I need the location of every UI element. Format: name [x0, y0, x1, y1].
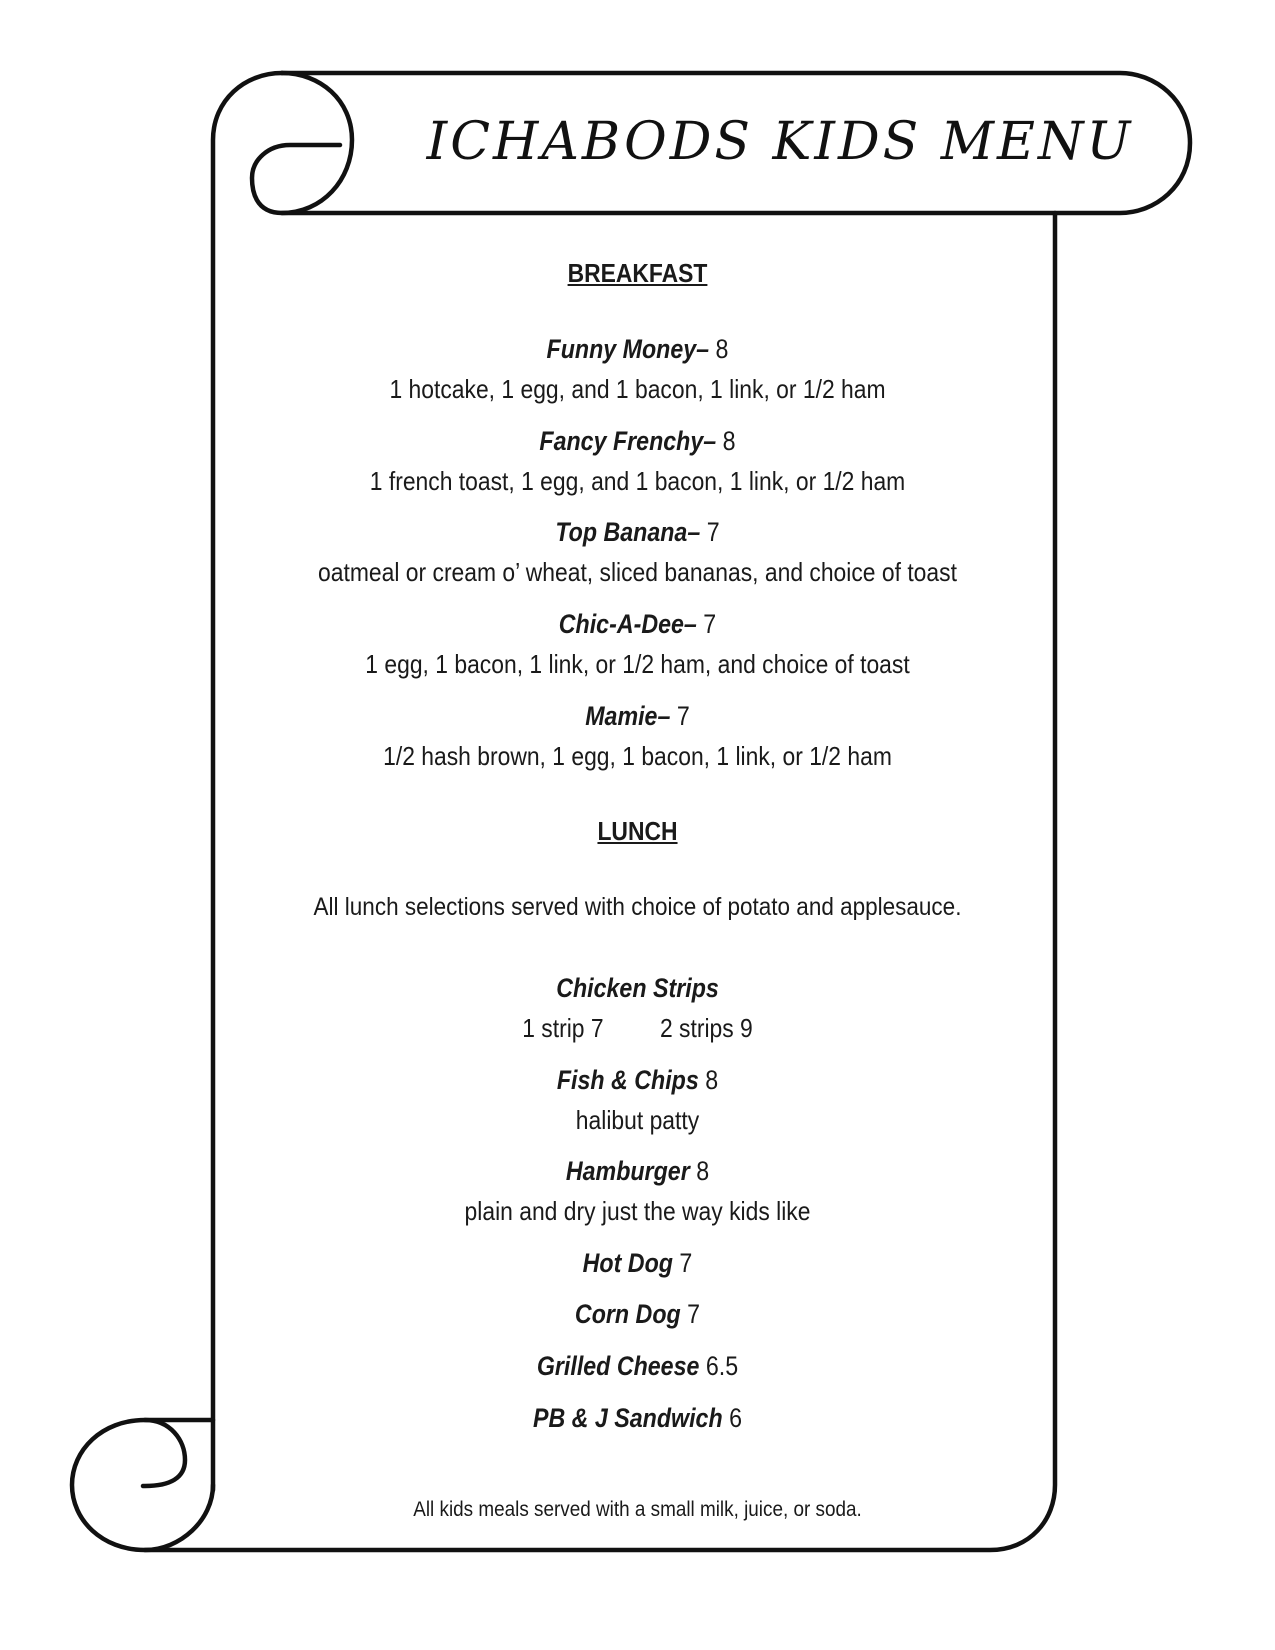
item-price: 8 — [705, 1065, 719, 1095]
lunch-item-corn-dog — [274, 1299, 1001, 1330]
footer-note: All kids meals served with a small milk, juice, or soda. — [413, 1498, 862, 1521]
item-price: 8 — [696, 1156, 710, 1186]
item-price: 8 — [715, 334, 729, 364]
breakfast-item-top-banana — [274, 517, 1001, 548]
option-one-strip: 1 strip 7 — [522, 1013, 604, 1043]
lunch-item-hamburger — [274, 1156, 1001, 1187]
breakfast-item-fancy-frenchy — [274, 426, 1001, 457]
item-name: Chic-A-Dee– — [558, 609, 697, 639]
item-description: 1/2 hash brown, 1 egg, 1 bacon, 1 link, or 1/2 ham — [383, 741, 892, 771]
menu-title: ICHABODS KIDS MENU — [426, 112, 1134, 172]
item-price: 6 — [729, 1403, 743, 1433]
item-description: 1 french toast, 1 egg, and 1 bacon, 1 link, or 1/2 ham — [369, 466, 906, 496]
item-name: Fancy Frenchy– — [539, 426, 717, 456]
breakfast-item-mamie — [274, 701, 1001, 732]
item-name: Chicken Strips — [556, 973, 719, 1003]
item-price: 6.5 — [705, 1351, 739, 1381]
item-name: PB & J Sandwich — [532, 1403, 723, 1433]
item-description: 1 egg, 1 bacon, 1 link, or 1/2 ham, and choice of toast — [365, 649, 910, 679]
item-price: 7 — [679, 1248, 693, 1278]
lunch-item-fish-chips — [274, 1065, 1001, 1096]
item-description: halibut patty — [575, 1105, 700, 1135]
lunch-item-grilled-cheese — [274, 1351, 1001, 1382]
lunch-item-pb-j-sandwich — [274, 1403, 1001, 1434]
breakfast-item-funny-money — [274, 334, 1001, 365]
breakfast-heading: BREAKFAST — [567, 258, 708, 288]
item-name: Mamie– — [585, 701, 671, 731]
item-price: 8 — [722, 426, 736, 456]
item-description: oatmeal or cream o’ wheat, sliced bananas, and choice of toast — [318, 557, 957, 587]
option-two-strips: 2 strips 9 — [659, 1013, 753, 1043]
item-description: 1 hotcake, 1 egg, and 1 bacon, 1 link, or 1/2 ham — [389, 374, 886, 404]
item-name: Top Banana– — [555, 517, 701, 547]
lunch-item-chicken-strips — [274, 973, 1001, 1004]
item-price: 7 — [687, 1299, 701, 1329]
breakfast-item-chic-a-dee — [274, 609, 1001, 640]
item-name: Corn Dog — [574, 1299, 681, 1329]
chicken-strips-options — [266, 1013, 1010, 1044]
item-price: 7 — [703, 609, 717, 639]
lunch-heading: LUNCH — [597, 816, 678, 846]
item-name: Fish & Chips — [556, 1065, 699, 1095]
item-name: Hot Dog — [582, 1248, 673, 1278]
item-name: Grilled Cheese — [536, 1351, 700, 1381]
lunch-item-hot-dog — [274, 1248, 1001, 1279]
lunch-note: All lunch selections served with choice of potato and applesauce. — [313, 893, 962, 921]
item-name: Hamburger — [565, 1156, 690, 1186]
item-name: Funny Money– — [546, 334, 710, 364]
item-description: plain and dry just the way kids like — [464, 1196, 811, 1226]
item-price: 7 — [706, 517, 720, 547]
item-price: 7 — [676, 701, 690, 731]
